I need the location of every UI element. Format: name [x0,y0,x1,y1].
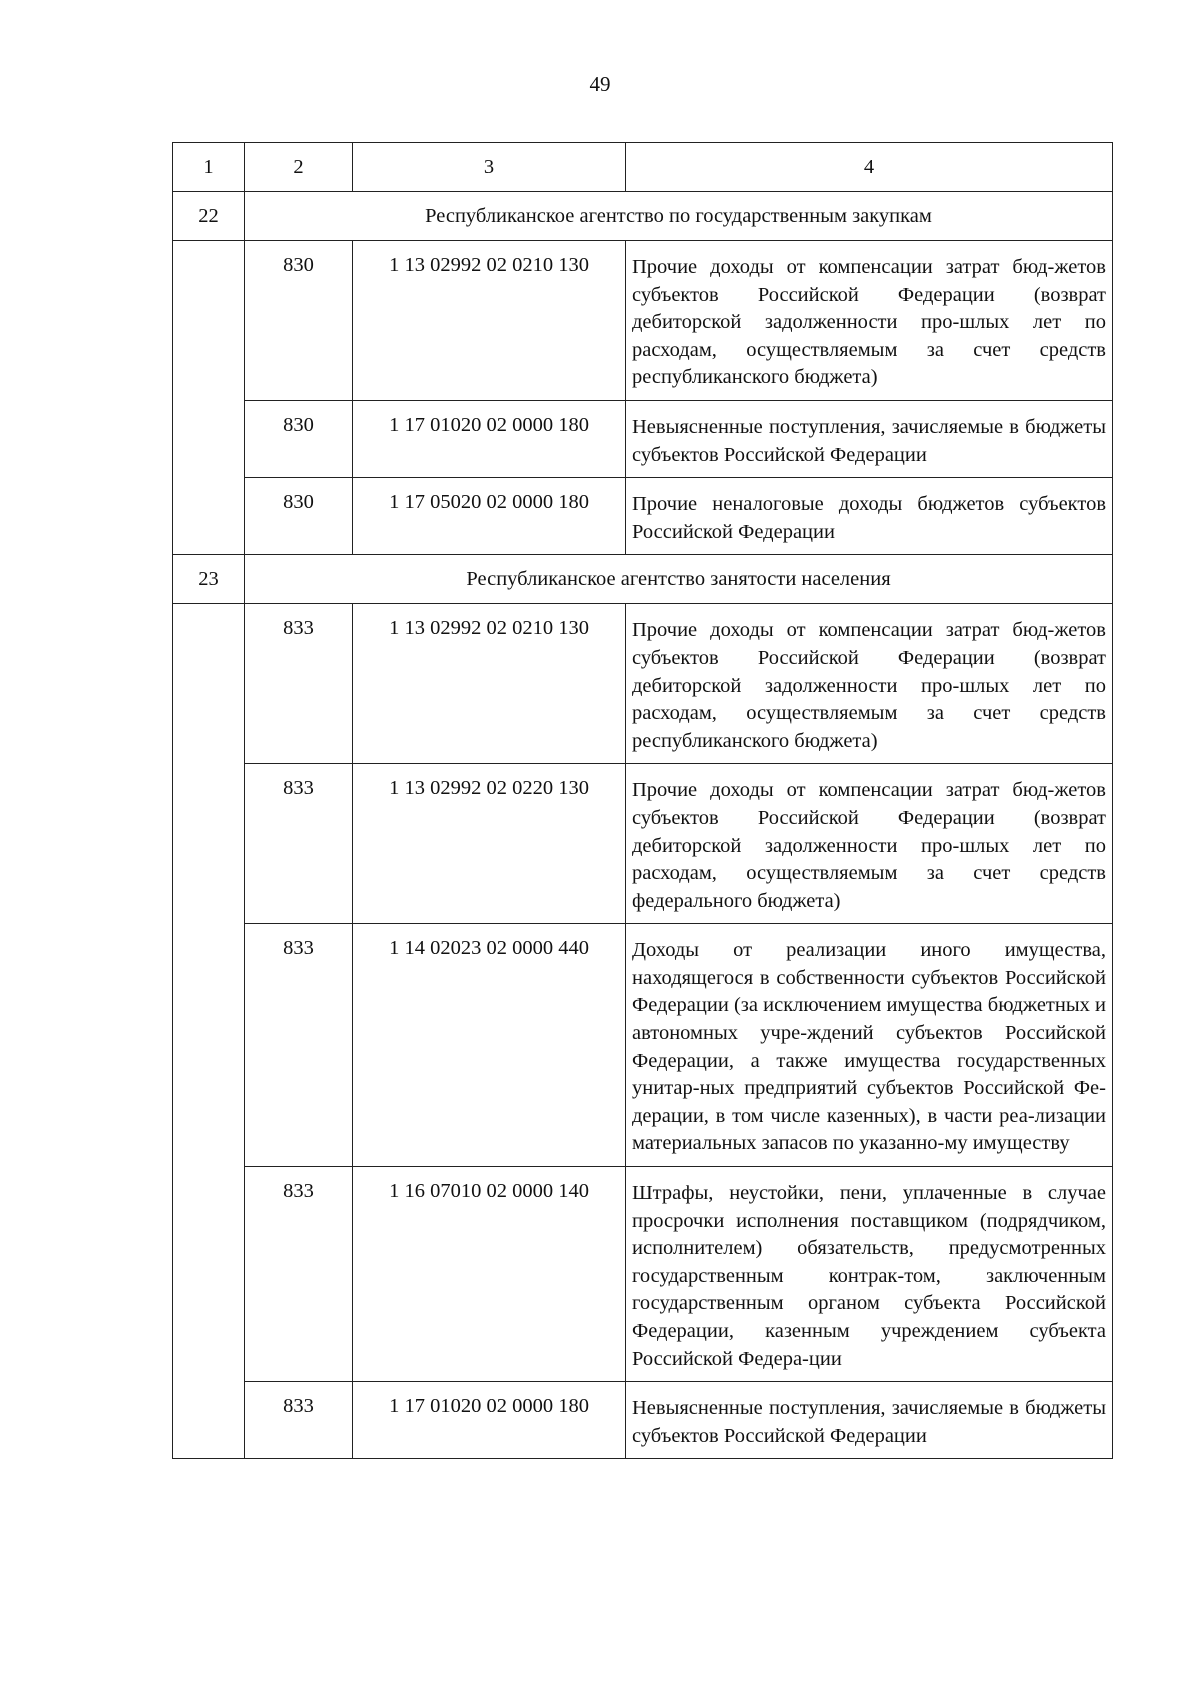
admin-code: 833 [245,1382,353,1459]
admin-code: 833 [245,1167,353,1382]
revenue-description: Штрафы, неустойки, пени, уплаченные в случае просрочки исполнения поставщиком (подрядчиком, исполнителем) обязательств, предусмотренных государственным контрак-том, заключенным государственным органом субъекта Российской Федерации, казенным учреждением субъекта Российской Федера-ции [626,1167,1113,1382]
column-header: 1 [173,143,245,192]
admin-code: 833 [245,924,353,1167]
revenue-code: 1 17 01020 02 0000 180 [353,1382,626,1459]
revenue-code: 1 17 01020 02 0000 180 [353,400,626,477]
table-row [173,241,1113,401]
admin-code: 833 [245,604,353,764]
admin-code: 833 [245,764,353,924]
table-row [173,478,1113,555]
group-title: Республиканское агентство занятости населения [245,555,1113,604]
empty-cell [173,241,245,555]
table-row [173,924,1113,1167]
table-row [173,1382,1113,1459]
revenue-code: 1 13 02992 02 0210 130 [353,604,626,764]
column-header: 3 [353,143,626,192]
column-header: 4 [626,143,1113,192]
table-header-row [173,143,1113,192]
empty-cell [173,604,245,1459]
revenue-description: Прочие неналоговые доходы бюджетов субъектов Российской Федерации [626,478,1113,555]
column-header: 2 [245,143,353,192]
revenue-code: 1 13 02992 02 0210 130 [353,241,626,401]
revenue-code: 1 17 05020 02 0000 180 [353,478,626,555]
page-number: 49 [589,72,611,96]
group-title: Республиканское агентство по государственным закупкам [245,192,1113,241]
revenue-code: 1 16 07010 02 0000 140 [353,1167,626,1382]
group-row [173,555,1113,604]
admin-code: 830 [245,478,353,555]
group-number: 23 [173,555,245,604]
revenue-code: 1 13 02992 02 0220 130 [353,764,626,924]
revenue-description: Невыясненные поступления, зачисляемые в бюджеты субъектов Российской Федерации [626,1382,1113,1459]
revenue-description: Невыясненные поступления, зачисляемые в бюджеты субъектов Российской Федерации [626,400,1113,477]
revenue-code: 1 14 02023 02 0000 440 [353,924,626,1167]
table-row [173,764,1113,924]
revenue-description: Прочие доходы от компенсации затрат бюд-жетов субъектов Российской Федерации (возврат дебиторской задолженности про-шлых лет по расходам, осуществляемым за счет средств федерального бюджета) [626,764,1113,924]
table-row [173,604,1113,764]
revenue-table [172,142,1113,1459]
group-number: 22 [173,192,245,241]
group-row [173,192,1113,241]
revenue-description: Прочие доходы от компенсации затрат бюд-жетов субъектов Российской Федерации (возврат дебиторской задолженности про-шлых лет по расходам, осуществляемым за счет средств республиканского бюджета) [626,241,1113,401]
table-row [173,400,1113,477]
table-row [173,1167,1113,1382]
admin-code: 830 [245,400,353,477]
revenue-description: Прочие доходы от компенсации затрат бюд-жетов субъектов Российской Федерации (возврат дебиторской задолженности про-шлых лет по расходам, осуществляемым за счет средств республиканского бюджета) [626,604,1113,764]
admin-code: 830 [245,241,353,401]
revenue-description: Доходы от реализации иного имущества, находящегося в собственности субъектов Российской Федерации (за исключением имущества бюджетных и автономных учре-ждений субъектов Российской Федерации, а также имущества государственных унитар-ных предприятий субъектов Российской Фе-дерации, в том числе казенных), в части реа-лизации материальных запасов по указанно-му имуществу [626,924,1113,1167]
